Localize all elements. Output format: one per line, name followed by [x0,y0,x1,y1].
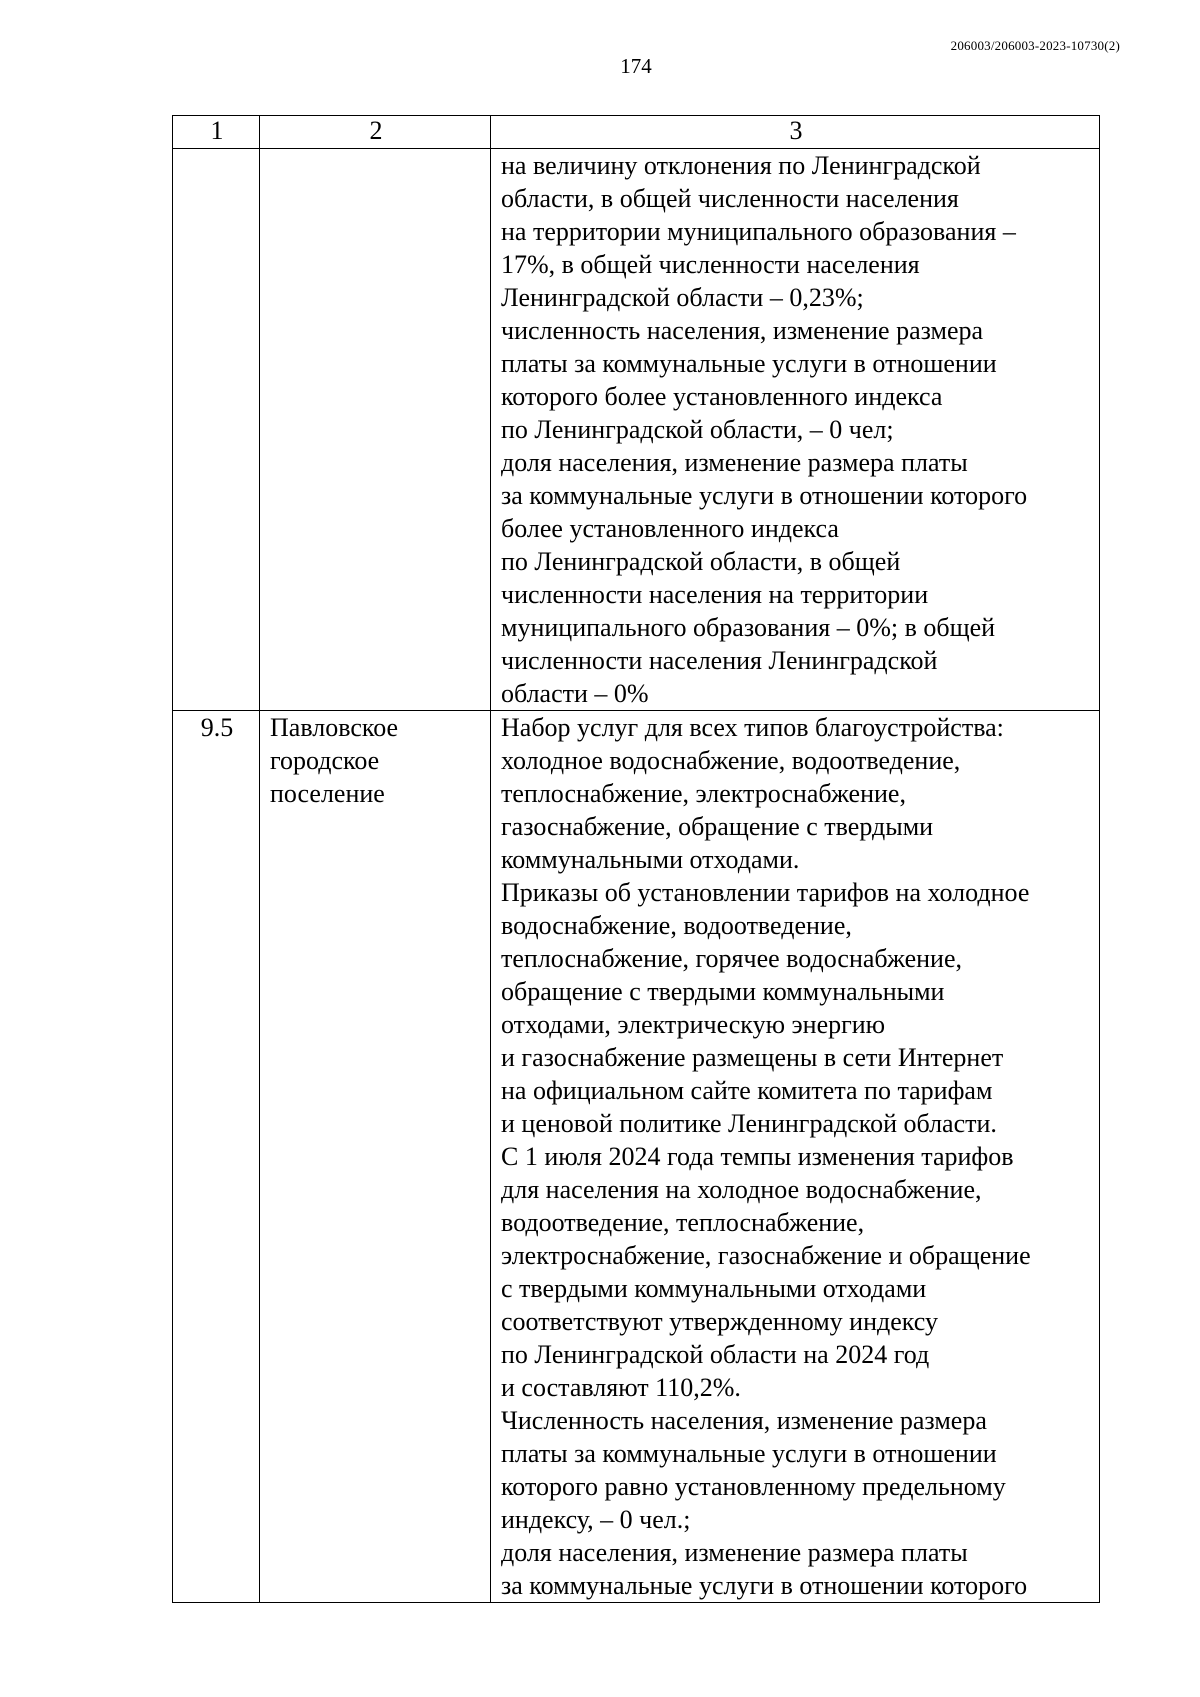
description-line: на официальном сайте комитета по тарифам [501,1076,993,1105]
description-line: которого более установленного индекса [501,382,943,411]
description-line: индексу, – 0 чел.; [501,1505,691,1534]
description-line: холодное водоснабжение, водоотведение, [501,746,961,775]
column-header-3: 3 [491,116,1100,149]
column-header-2: 2 [260,116,491,149]
municipality-name-line: городское [270,746,380,775]
description-line: Приказы об установлении тарифов на холодное [501,878,1030,907]
description-line: более установленного индекса [501,514,839,543]
description-line: теплоснабжение, горячее водоснабжение, [501,944,963,973]
page-number: 174 [620,54,652,78]
description-line: соответствуют утвержденному индексу [501,1307,938,1336]
description-line: с твердыми коммунальными отходами [501,1274,927,1303]
description-line: Ленинградской области – 0,23%; [501,283,864,312]
description-line: численности населения Ленинградской [501,646,938,675]
description-line: для населения на холодное водоснабжение, [501,1175,982,1204]
description-line: муниципального образования – 0%; в общей [501,613,996,642]
description-line: коммунальными отходами. [501,845,800,874]
description-line: доля населения, изменение размера платы [501,448,968,477]
description-line: и ценовой политике Ленинградской области. [501,1109,997,1138]
description-line: водоснабжение, водоотведение, [501,911,852,940]
description-line: численность населения, изменение размера [501,316,984,345]
column-header-1: 1 [173,116,260,149]
description-line: области, в общей численности населения [501,184,959,213]
description-line: отходами, электрическую энергию [501,1010,886,1039]
description-line: газоснабжение, обращение с твердыми [501,812,934,841]
description-line: водоотведение, теплоснабжение, [501,1208,865,1237]
description-line: численности населения на территории [501,580,929,609]
description-line: по Ленинградской области, – 0 чел; [501,415,894,444]
description-line: электроснабжение, газоснабжение и обращение [501,1241,1031,1270]
municipality-name-line: поселение [270,779,385,808]
description-line: и составляют 110,2%. [501,1373,741,1402]
description-line: и газоснабжение размещены в сети Интернет [501,1043,1004,1072]
description-line: области – 0% [501,679,649,708]
table-header-row [173,116,1100,149]
description-line: С 1 июля 2024 года темпы изменения тарифов [501,1142,1014,1171]
description-line: за коммунальные услуги в отношении которого [501,1571,1028,1600]
description-line: доля населения, изменение размера платы [501,1538,968,1567]
description-line: платы за коммунальные услуги в отношении [501,1439,997,1468]
description-line: по Ленинградской области на 2024 год [501,1340,930,1369]
description-line: теплоснабжение, электроснабжение, [501,779,906,808]
description-line: за коммунальные услуги в отношении которого [501,481,1028,510]
description-line: платы за коммунальные услуги в отношении [501,349,997,378]
table-row [173,149,1100,711]
description-line: на величину отклонения по Ленинградской [501,151,981,180]
table-row [173,711,1100,1603]
municipality-name-line: Павловское [270,713,399,742]
description-line: 17%, в общей численности населения [501,250,920,279]
municipality-name-cell [260,149,491,711]
description-line: Набор услуг для всех типов благоустройства: [501,713,1004,742]
description-cell [491,711,1100,1603]
document-id: 206003/206003-2023-10730(2) [950,38,1120,53]
description-cell [491,149,1100,711]
description-line: Численность населения, изменение размера [501,1406,987,1435]
row-number-cell [173,149,260,711]
description-line: на территории муниципального образования – [501,217,1016,246]
description-line: по Ленинградской области, в общей [501,547,901,576]
municipality-name-cell [260,711,491,1603]
description-line: обращение с твердыми коммунальными [501,977,945,1006]
row-number-cell: 9.5 [173,711,260,1603]
data-table [172,115,1100,1603]
description-line: которого равно установленному предельному [501,1472,1006,1501]
